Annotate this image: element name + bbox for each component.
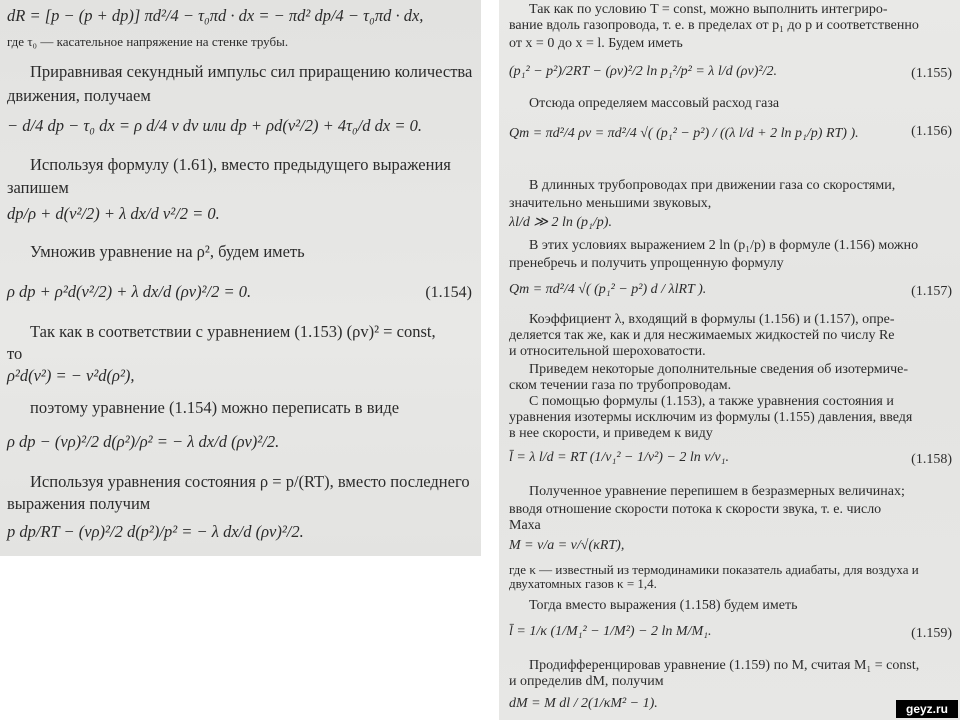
paragraph-line: значительно меньшими звуковых, (509, 196, 712, 211)
formula-dp-rho: dp/ρ + d(v²/2) + λ dx/d v²/2 = 0. (7, 204, 220, 223)
paragraph-line: Приравнивая секундный импульс сил приращению количества (30, 62, 473, 81)
paragraph-line: Полученное уравнение перепишем в безразмерных величинах; (529, 484, 905, 499)
formula-1157: Qm = πd²/4 √( (p₁² − p²) d / λlRT ). (509, 282, 707, 297)
paragraph-line: поэтому уравнение (1.154) можно переписать в виде (30, 398, 400, 417)
paragraph-line: Коэффициент λ, входящий в формулы (1.156) и (1.157), опре- (529, 312, 895, 327)
paragraph-line: пренебречь и получить упрощенную формулу (509, 256, 784, 271)
formula-dr: dR = [p − (p + dp)] πd²/4 − τ₀πd · dx = − πd² dp/4 − τ₀πd · dx, (7, 6, 424, 25)
formula-dm: dM = M dl / 2(1/κM² − 1). (509, 696, 658, 711)
formula-1159: l̄ = 1/κ (1/M₁² − 1/M²) − 2 ln M/M₁. (509, 624, 712, 639)
formula-rho2: ρ²d(v²) = − v²d(ρ²), (7, 366, 135, 385)
paragraph-line: вводя отношение скорости потока к скорости звука, т. е. число (509, 502, 882, 517)
paragraph-line: в нее скорости, и приведем к виду (509, 426, 713, 441)
paragraph-line: уравнения изотермы исключим из формулы (1.155) давления, введя (509, 410, 913, 425)
equation-number: (1.157) (911, 284, 952, 299)
formula-1155: (p₁² − p²)/2RT − (ρv)²/2 ln p₁²/p² = λ l/d (ρv)²/2. (509, 64, 777, 79)
left-page-scan (0, 0, 481, 556)
paragraph-line: Используя уравнения состояния ρ = p/(RT), вместо последнего (30, 472, 470, 491)
tau-note: где τ₀ — касательное напряжение на стенке трубы. (7, 34, 289, 49)
paragraph-line: и определив dM, получим (509, 674, 664, 689)
paragraph-line: В длинных трубопроводах при движении газа со скоростями, (529, 178, 896, 193)
equation-number: (1.154) (425, 284, 472, 301)
site-watermark: geyz.ru (896, 700, 958, 718)
paragraph-line: то (7, 344, 23, 363)
paragraph-line: запишем (7, 178, 69, 197)
kappa-note-line: где κ — известный из термодинамики показатель адиабаты, для воздуха и (509, 562, 919, 577)
paragraph-line: С помощью формулы (1.153), а также уравнения состояния и (529, 394, 894, 409)
equation-number: (1.155) (911, 66, 952, 81)
paragraph-line: выражения получим (7, 494, 151, 513)
formula-1156: Qm = πd²/4 ρv = πd²/4 √( (p₁² − p²) / ((λ l/d + 2 ln p₁/p) RT) ). (509, 126, 859, 141)
formula-1158: l̄ = λ l/d = RT (1/v₁² − 1/v²) − 2 ln v/v₁. (509, 450, 729, 465)
paragraph-line: ском течении газа по трубопроводам. (509, 378, 732, 393)
paragraph-line: от x = 0 до x = l. Будем иметь (509, 36, 683, 51)
equation-number: (1.159) (911, 626, 952, 641)
paragraph-line: вание вдоль газопровода, т. е. в пределах от p₁ до p и соответственно (509, 18, 919, 33)
formula-rt: p dp/RT − (vρ)²/2 d(p²)/p² = − λ dx/d (ρv)²/2. (7, 522, 304, 541)
paragraph-line: и относительной шероховатости. (509, 344, 706, 359)
paragraph-line: Маха (509, 518, 541, 533)
equation-number: (1.156) (911, 124, 952, 139)
right-page-scan (499, 0, 960, 720)
paragraph-line: Так как в соответствии с уравнением (1.153) (ρv)² = const, (30, 322, 436, 341)
paragraph-line: Умножив уравнение на ρ², будем иметь (30, 242, 305, 261)
paragraph-line: движения, получаем (7, 86, 151, 105)
paragraph-line: Продифференцировав уравнение (1.159) по M, считая M₁ = const, (529, 658, 920, 673)
paragraph-line: В этих условиях выражением 2 ln (p₁/p) в формуле (1.156) можно (529, 238, 919, 253)
paragraph-line: деляется так же, как и для несжимаемых жидкостей по числу Re (509, 328, 895, 343)
kappa-note-line: двухатомных газов κ = 1,4. (509, 576, 657, 591)
paragraph-line: Используя формулу (1.61), вместо предыдущего выражения (30, 155, 451, 174)
paragraph-line: Тогда вместо выражения (1.158) будем иметь (529, 598, 798, 613)
paragraph-line: Отсюда определяем массовый расход газа (529, 96, 780, 111)
paragraph-line: Так как по условию T = const, можно выполнить интегриро- (529, 2, 888, 17)
formula-1154: ρ dp + ρ²d(v²/2) + λ dx/d (ρv)²/2 = 0. (7, 282, 252, 301)
paragraph-line: Приведем некоторые дополнительные сведения об изотермиче- (529, 362, 909, 377)
formula-momentum: − d/4 dp − τ₀ dx = ρ d/4 v dv или dp + ρd(v²/2) + 4τ₀/d dx = 0. (7, 116, 423, 135)
formula-mach: M = v/a = v/√(κRT), (509, 538, 625, 553)
formula-rewrite: ρ dp − (vρ)²/2 d(ρ²)/ρ² = − λ dx/d (ρv)²/2. (7, 432, 280, 451)
formula-inequality: λl/d ≫ 2 ln (p₁/p). (509, 215, 612, 230)
equation-number: (1.158) (911, 452, 952, 467)
